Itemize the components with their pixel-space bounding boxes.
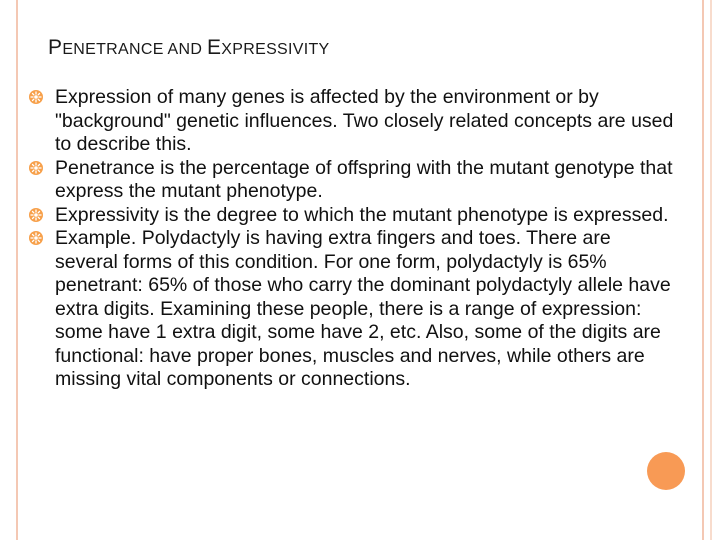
bullet-item bbox=[28, 86, 678, 157]
accent-circle bbox=[647, 452, 685, 490]
slide-title bbox=[48, 36, 330, 60]
bullet-item bbox=[28, 227, 678, 392]
title-text: XPRESSIVITY bbox=[221, 41, 330, 58]
bullet-text: Example. Polydactyly is having extra fingers and toes. There are several forms of this condition. For one form, polydactyly is 65% penetrant: 65% of those who carry the dominant polydactyly allele have extra digits. Examining these people, there is a range of expression: some have 1 extra digit, some have 2, etc. Also, some of the digits are functional: have proper bones, muscles and nerves, while others are missing vital components or connections. bbox=[55, 227, 671, 390]
bullet-item bbox=[28, 157, 678, 204]
sunburst-bullet-icon bbox=[28, 207, 44, 223]
title-initial: P bbox=[48, 36, 63, 59]
slide-border-accent bbox=[710, 0, 712, 540]
title-initial: E bbox=[206, 36, 222, 59]
bullet-text: Penetrance is the percentage of offspring with the mutant genotype that express the mutant phenotype. bbox=[55, 156, 673, 202]
bullet-list bbox=[28, 86, 678, 392]
title-text: ENETRANCE AND bbox=[62, 41, 207, 58]
bullet-text: Expression of many genes is affected by the environment or by "background" genetic influences. Two closely related concepts are used to describe this. bbox=[55, 86, 674, 155]
sunburst-bullet-icon bbox=[28, 160, 44, 176]
sunburst-bullet-icon bbox=[28, 230, 44, 246]
sunburst-bullet-icon bbox=[28, 89, 44, 105]
bullet-text: Expressivity is the degree to which the mutant phenotype is expressed. bbox=[55, 203, 669, 226]
bullet-item bbox=[28, 204, 678, 228]
